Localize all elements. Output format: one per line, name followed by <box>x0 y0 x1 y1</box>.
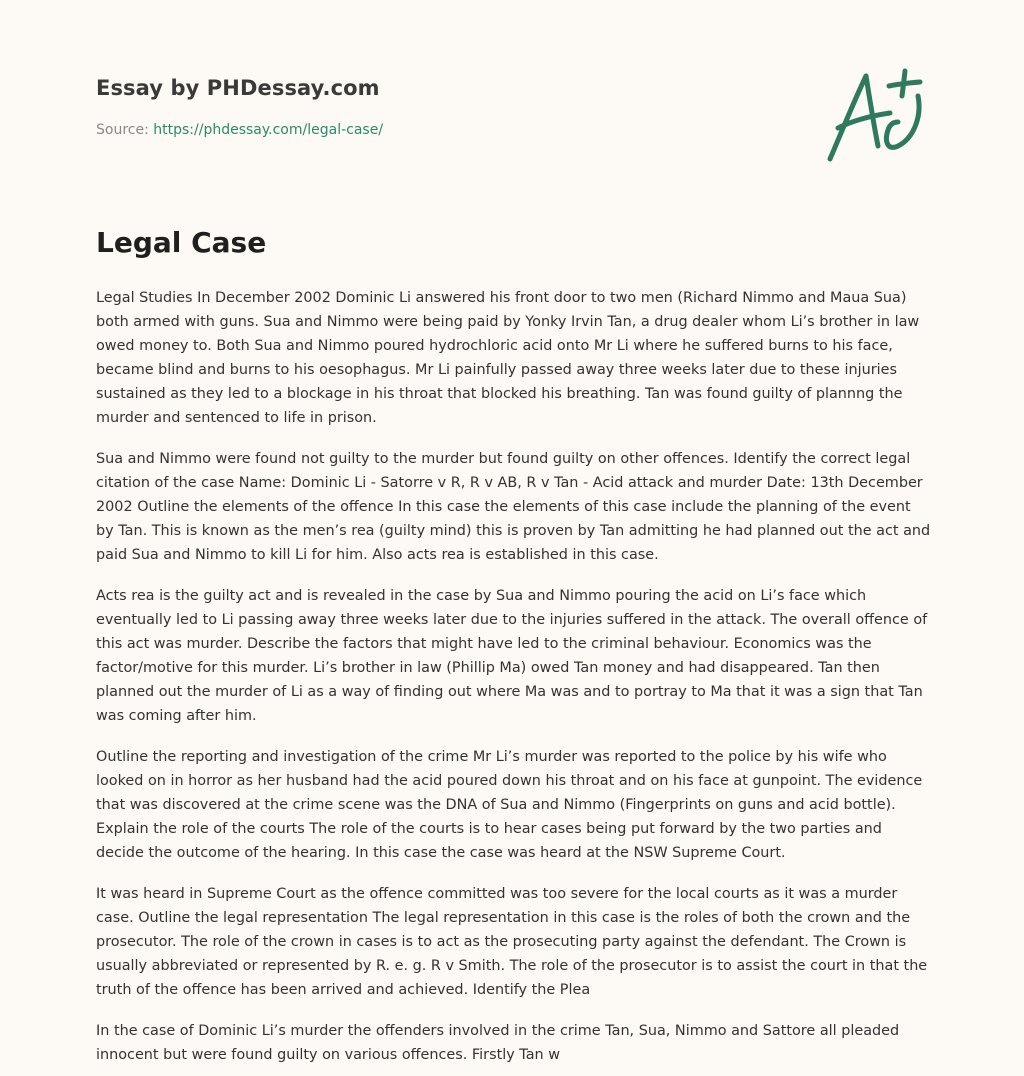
paragraph: Sua and Nimmo were found not guilty to the murder but found guilty on other offences. Identify the correct legal citation of the case Name: Dominic Li - Satorre v R, R v AB, R v Tan - Acid attack and murder Date: 13th December 2002 Outline the elements of the offence In this case the elements of this case include the planning of the event by Tan. This is known as the men’s rea (guilty mind) this is proven by Tan admitting he had planned out the act and paid Sua and Nimmo to kill Li for him. Also acts rea is established in this case. <box>96 451 931 563</box>
paragraph: Outline the reporting and investigation of the crime Mr Li’s murder was reported to the police by his wife who looked on in horror as her husband had the acid poured down his throat and on his face at gunpoint. The evidence that was discovered at the crime scene was the DNA of Sua and Nimmo (Fingerprints on guns and acid bottle). Explain the role of the courts The role of the courts is to hear cases being put forward by the two parties and decide the outcome of the hearing. In this case the case was heard at the NSW Supreme Court. <box>96 749 923 861</box>
document-header <box>96 76 796 138</box>
document-title: Legal Case <box>96 226 267 259</box>
paragraph: Acts rea is the guilty act and is revealed in the case by Sua and Nimmo pouring the acid on Li’s face which eventually led to Li passing away three weeks later due to the injuries suffered in the attack. The overall offence of this act was murder. Describe the factors that might have led to the criminal behaviour. Economics was the factor/motive for this murder. Li’s brother in law (Phillip Ma) owed Tan money and had disappeared. Tan then planned out the murder of Li as a way of finding out where Ma was and to portray to Ma that it was a sign that Tan was coming after him. <box>96 588 928 724</box>
paragraph: It was heard in Supreme Court as the offence committed was too severe for the local courts as it was a murder case. Outline the legal representation The legal representation in this case is the roles of both the crown and the prosecutor. The role of the crown in cases is to act as the prosecuting party against the defendant. The Crown is usually abbreviated or represented by R. e. g. R v Smith. The role of the prosecutor is to assist the court in that the truth of the offence has been arrived and achieved. Identify the Plea <box>96 886 928 998</box>
a-plus-grade-icon <box>822 66 928 166</box>
site-title: Essay by PHDessay.com <box>96 76 380 100</box>
source-line <box>96 122 796 138</box>
source-label: Source: <box>96 122 154 138</box>
paragraph: Legal Studies In December 2002 Dominic Li answered his front door to two men (Richard Nimmo and Maua Sua) both armed with guns. Sua and Nimmo were being paid by Yonky Irvin Tan, a drug dealer whom Li’s brother in law owed money to. Both Sua and Nimmo poured hydrochloric acid onto Mr Li where he suffered burns to his face, became blind and burns to his oesophagus. Mr Li painfully passed away three weeks later due to these injuries sustained as they led to a blockage in his throat that blocked his breathing. Tan was found guilty of plannng the murder and sentenced to life in prison. <box>96 290 920 426</box>
essay-body <box>96 286 932 1076</box>
source-link[interactable]: https://phdessay.com/legal-case/ <box>153 122 384 138</box>
paragraph: In the case of Dominic Li’s murder the offenders involved in the crime Tan, Sua, Nimmo and Sattore all pleaded innocent but were found guilty on various offences. Firstly Tan w <box>96 1023 900 1063</box>
